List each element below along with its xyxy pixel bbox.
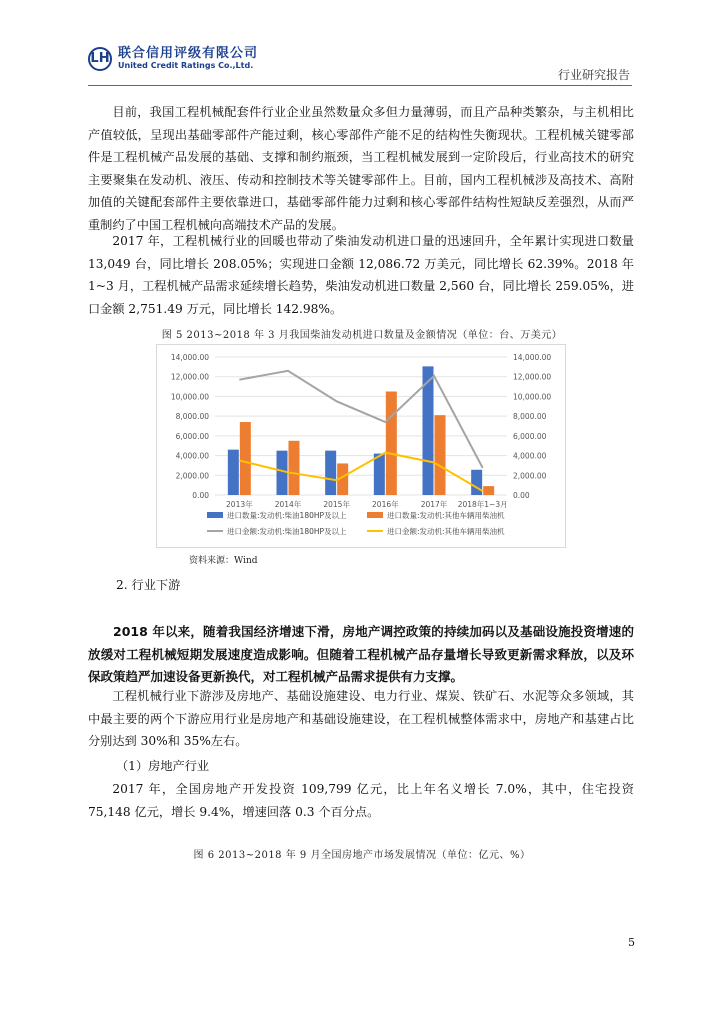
- y-left-tick-label: 14,000.00: [170, 353, 209, 362]
- page-number: 5: [628, 936, 635, 949]
- line-amount-other: [239, 453, 482, 491]
- bar-qty-other: [240, 422, 251, 495]
- y-right-tick-label: 12,000.00: [513, 372, 552, 382]
- y-left-tick-label: 6,000.00: [175, 431, 209, 441]
- x-tick-label: 2015年: [323, 500, 350, 509]
- company-name-cn: 联合信用评级有限公司: [118, 46, 259, 61]
- figure5-chart-frame: [156, 344, 566, 548]
- figure5-chart: [157, 345, 565, 547]
- bar-qty-other: [435, 415, 446, 495]
- figure5-source: 资料来源：Wind: [189, 556, 258, 566]
- legend-label: 进口金额:发动机:其他车辆用柴油机: [387, 527, 505, 536]
- x-tick-label: 2013年: [226, 500, 253, 509]
- paragraph-real-estate-investment: 2017 年，全国房地产开发投资 109,799 亿元，比上年名义增长 7.0%，其中，住宅投资 75,148 亿元，增长 9.4%，增速回落 0.3 个百分点。: [88, 782, 634, 819]
- figure6-caption: 图 6 2013~2018 年 9 月全国房地产市场发展情况（单位：亿元、%）: [193, 850, 531, 861]
- bar-qty-other: [483, 486, 494, 495]
- y-right-tick-label: 10,000.00: [513, 392, 552, 402]
- y-left-tick-label: 8,000.00: [175, 412, 209, 422]
- y-left-tick-label: 0.00: [192, 491, 209, 500]
- bar-qty-other: [386, 392, 397, 496]
- y-right-tick-label: 8,000.00: [513, 412, 547, 422]
- document-type: 行业研究报告: [557, 68, 630, 82]
- legend-swatch: [367, 512, 383, 518]
- bar-qty-180hp: [325, 451, 336, 495]
- paragraph-downstream-summary: 2018 年以来，随着我国经济增速下滑，房地产调控政策的持续加码以及基础设施投资增速的放缓对工程机械短期发展速度造成影响。但随着工程机械产品存量增长导致更新需求释放，以及环保政策趋严加速设备更新换代，对工程机械产品需求提供有力支撑。: [88, 624, 634, 684]
- x-tick-label: 2014年: [274, 500, 302, 509]
- legend-label: 进口数量:发动机:柴油180HP及以上: [227, 511, 347, 520]
- section-heading-downstream: 2. 行业下游: [116, 578, 181, 592]
- legend-label: 进口金额:发动机:柴油180HP及以上: [227, 527, 347, 536]
- y-right-tick-label: 2,000.00: [513, 471, 547, 481]
- x-tick-label: 2018年1~3月: [457, 500, 508, 509]
- figure5-caption: 图 5 2013~2018 年 3 月我国柴油发动机进口数量及金额情况（单位：台、万美元）: [161, 330, 563, 341]
- company-name-en: United Credit Ratings Co.,Ltd.: [118, 61, 254, 70]
- y-left-tick-label: 4,000.00: [175, 451, 209, 461]
- x-tick-label: 2017年: [420, 500, 448, 509]
- y-left-tick-label: 10,000.00: [170, 392, 209, 402]
- bar-qty-other: [289, 441, 300, 495]
- y-right-tick-label: 4,000.00: [513, 451, 547, 461]
- subsection-real-estate: （1）房地产行业: [116, 759, 210, 773]
- y-right-tick-label: 0.00: [513, 491, 530, 500]
- company-logo: [88, 46, 258, 71]
- y-right-tick-label: 6,000.00: [513, 431, 547, 441]
- bar-qty-180hp: [471, 470, 482, 495]
- y-left-tick-label: 12,000.00: [170, 372, 209, 382]
- legend-label: 进口数量:发动机:其他车辆用柴油机: [387, 511, 505, 520]
- paragraph-engine-imports: 2017 年，工程机械行业的回暖也带动了柴油发动机进口量的迅速回升，全年累计实现进口数量 13,049 台，同比增长 208.05%；实现进口金额 12,086.72 万美元，同比增长 62.39%。2018 年 1~3 月，工程机械产品需求延续增长趋势，柴油发动机进口数量 2,560 台，同比增长 259.05%，进口金额 2,751.49 万元，同比增长 142.98%。: [88, 234, 634, 316]
- header-divider: [88, 85, 632, 86]
- y-right-tick-label: 14,000.00: [513, 353, 552, 362]
- line-amount-180hp: [239, 371, 482, 468]
- y-left-tick-label: 2,000.00: [175, 471, 209, 481]
- bar-qty-180hp: [374, 454, 385, 495]
- paragraph-components: 目前，我国工程机械配套件行业企业虽然数量众多但力量薄弱，而且产品种类繁杂，与主机相比产值较低，呈现出基础零部件产能过剩，核心零部件产能不足的结构性失衡现状。工程机械关键零部件是工程机械产品发展的基础、支撑和制约瓶颈，当工程机械发展到一定阶段后，行业高技术的研究主要聚集在发动机、液压、传动和控制技术等关键零部件上。目前，国内工程机械涉及高技术、高附加值的关键配套部件主要依靠进口，基础零部件能力过剩和核心零部件结构性短缺反差强烈，从而严重制约了中国工程机械向高端技术产品的发展。: [88, 105, 634, 232]
- bar-qty-180hp: [228, 450, 239, 495]
- paragraph-downstream-fields: 工程机械行业下游涉及房地产、基础设施建设、电力行业、煤炭、铁矿石、水泥等众多领域，其中最主要的两个下游应用行业是房地产和基础设施建设，在工程机械整体需求中，房地产和基建占比分别达到 30%和 35%左右。: [88, 689, 634, 748]
- legend-swatch: [207, 512, 223, 518]
- x-tick-label: 2016年: [372, 500, 399, 509]
- logo-mark-icon: LH: [88, 47, 112, 71]
